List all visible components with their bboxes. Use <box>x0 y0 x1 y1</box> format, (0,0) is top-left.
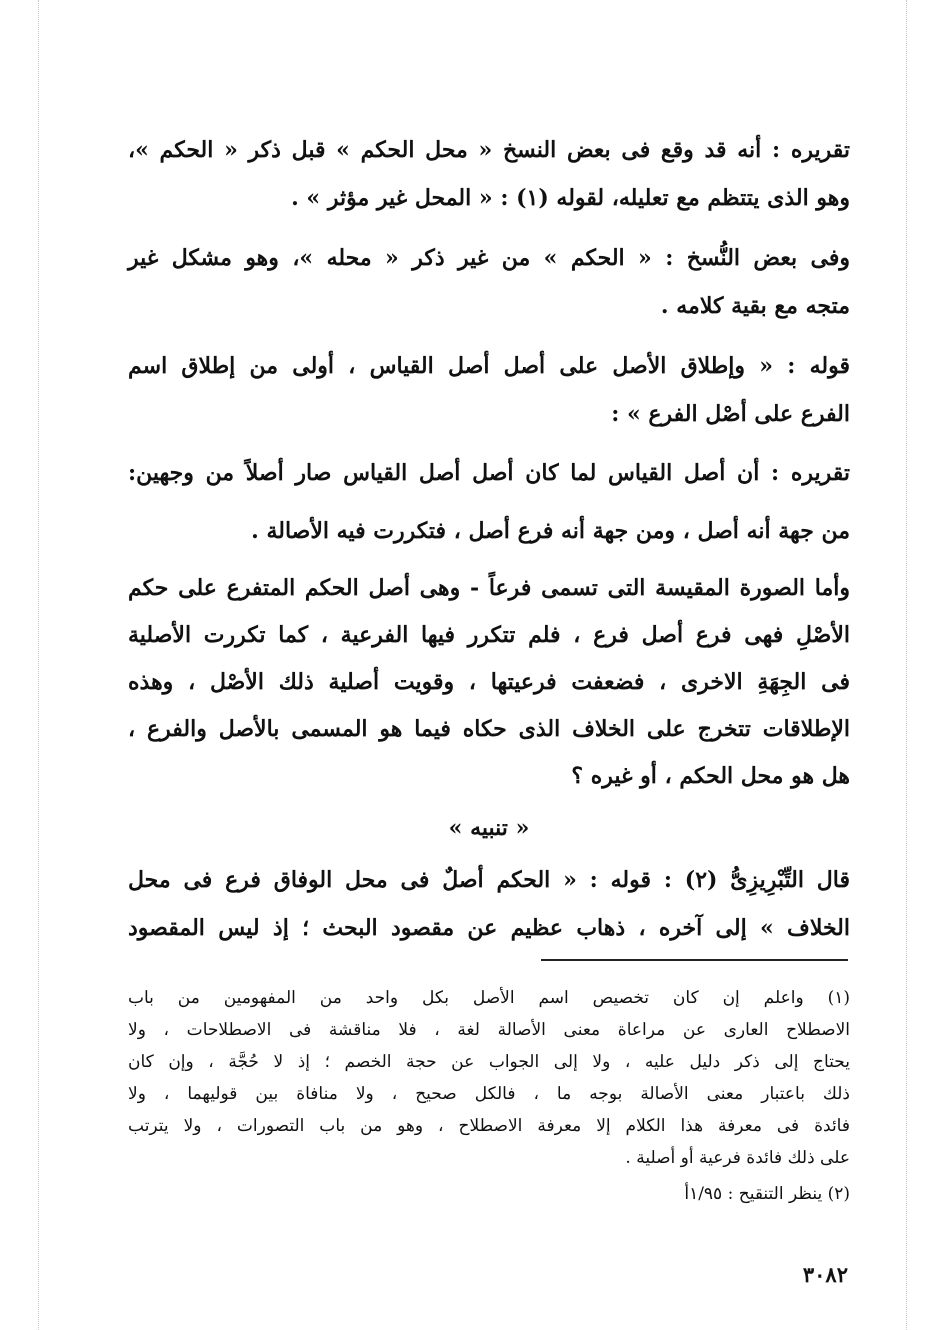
text-line: فى الجِهَةِ الاخرى ، فضعفت فرعيتها ، وقويت أصلية ذلك الأصْل ، وهذه <box>128 669 850 695</box>
footnote-line: يحتاج إلى ذكر دليل عليه ، ولا إلى الجواب عن حجة الخصم ؛ إذ لا حُجَّة ، وإن كان <box>128 1052 850 1072</box>
main-text <box>128 124 850 954</box>
text-line: قوله : « وإطلاق الأصل على أصل أصل القياس ، أولى من إطلاق اسم <box>128 353 850 379</box>
text-line: وأما الصورة المقيسة التى تسمى فرعاً - وهى أصل الحكم المتفرع على حكم <box>128 575 850 601</box>
footnote-line: (١) واعلم إن كان تخصيص اسم الأصل بكل واحد من المفهومين من باب <box>128 988 850 1008</box>
text-line: الفرع على أصْل الفرع » : <box>611 401 850 427</box>
scan-edge-right <box>906 0 907 1330</box>
text-line: متجه مع بقية كلامه . <box>660 293 850 319</box>
text-line: وهو الذى يتتظم مع تعليله، لقوله (١) : « المحل غير مؤثر » . <box>291 185 850 211</box>
page-number: ٣٠٨٢ <box>802 1262 848 1287</box>
footnote-line: على ذلك فائدة فرعية أو أصلية . <box>625 1148 850 1168</box>
footnote-line: فائدة فى معرفة هذا الكلام إلا معرفة الاصطلاح ، وهو من باب التصورات ، ولا يترتب <box>128 1116 850 1136</box>
text-line: هل هو محل الحكم ، أو غيره ؟ <box>571 763 850 789</box>
footnotes <box>128 982 850 1232</box>
footnote-separator <box>541 959 848 961</box>
footnote-line: ذلك باعتبار معنى الأصالة بوجه ما ، فالكل صحيح ، ولا منافاة بين قوليهما ، ولا <box>128 1084 850 1104</box>
text-line: من جهة أنه أصل ، ومن جهة أنه فرع أصل ، فتكررت فيه الأصالة . <box>251 518 850 544</box>
text-line: الخلاف » إلى آخره ، ذهاب عظيم عن مقصود البحث ؛ إذ ليس المقصود <box>128 915 850 941</box>
text-line: وفى بعض النُّسخ : « الحكم » من غير ذكر « محله »، وهو مشكل غير <box>128 245 850 271</box>
footnote-line: الاصطلاح العارى عن مراعاة معنى الأصالة لغة ، فلا مناقشة فى الاصطلاحات ، ولا <box>128 1020 850 1040</box>
text-line: تقريره : أن أصل القياس لما كان أصل أصل القياس صار أصلاً من وجهين: <box>128 460 850 486</box>
footnote-line: (٢) ينظر التنقيح : ١/٩٥أ <box>684 1184 850 1204</box>
text-line: الإطلاقات تتخرج على الخلاف الذى حكاه فيما هو المسمى بالأصل والفرع ، <box>128 716 850 742</box>
text-line: الأصْلِ فهى فرع أصل فرع ، فلم تتكرر فيها الفرعية ، كما تكررت الأصلية <box>128 622 850 648</box>
text-line: قال التِّبْرِيزِىُّ (٢) : قوله : « الحكم أصلٌ فى محل الوفاق فرع فى محل <box>128 867 850 893</box>
section-heading: « تنبيه » <box>448 815 530 841</box>
scan-edge-left <box>38 0 39 1330</box>
text-line: تقريره : أنه قد وقع فى بعض النسخ « محل الحكم » قبل ذكر « الحكم »، <box>128 137 850 163</box>
